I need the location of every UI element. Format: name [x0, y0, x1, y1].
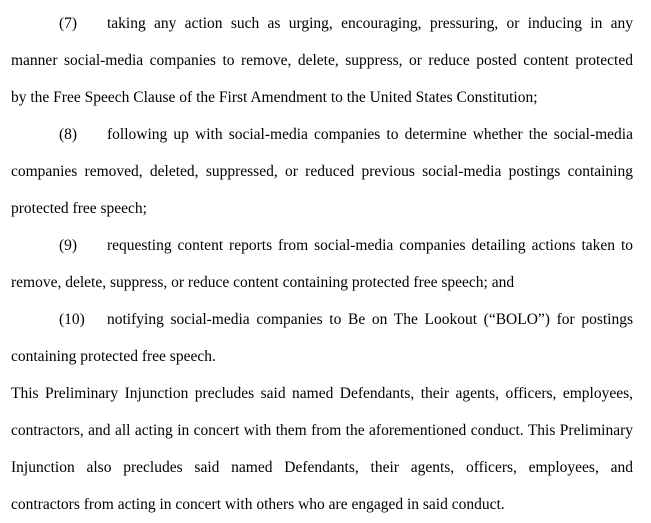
item-7-line-3: by the Free Speech Clause of the First Amendment to the United States Constitution;: [11, 89, 538, 106]
item-7-first-line: [11, 14, 633, 34]
closing-line-4: contractors from acting in concert with others who are engaged in said conduct.: [11, 496, 505, 513]
item-9-first-line: [11, 236, 633, 256]
item-7-line-2: manner social-media companies to remove, delete, suppress, or reduce posted content protected: [11, 52, 633, 69]
item-8-line-2: companies removed, deleted, suppressed, or reduced previous social-media postings containing: [11, 163, 633, 180]
item-text: notifying social-media companies to Be on The Lookout (“BOLO”) for postings: [107, 311, 633, 328]
closing-line-1: This Preliminary Injunction precludes said named Defendants, their agents, officers, employees,: [11, 385, 633, 402]
item-number: (7): [59, 15, 78, 32]
closing-line-2: contractors, and all acting in concert with them from the aforementioned conduct. This Preliminary: [11, 422, 633, 439]
item-number: (10): [59, 311, 85, 328]
item-text: requesting content reports from social-media companies detailing actions taken to: [107, 237, 633, 254]
item-text: taking any action such as urging, encouraging, pressuring, or inducing in any: [107, 15, 633, 32]
closing-line-3: Injunction also precludes said named Defendants, their agents, officers, employees, and: [11, 459, 633, 476]
item-number: (9): [59, 237, 78, 254]
item-9-line-2: remove, delete, suppress, or reduce content containing protected free speech; and: [11, 274, 515, 291]
item-number: (8): [59, 126, 78, 143]
item-8-first-line: [11, 125, 633, 145]
item-10-line-2: containing protected free speech.: [11, 348, 216, 365]
item-text: following up with social-media companies to determine whether the social-media: [107, 126, 633, 143]
item-10-first-line: [11, 310, 633, 330]
item-8-line-3: protected free speech;: [11, 200, 147, 217]
